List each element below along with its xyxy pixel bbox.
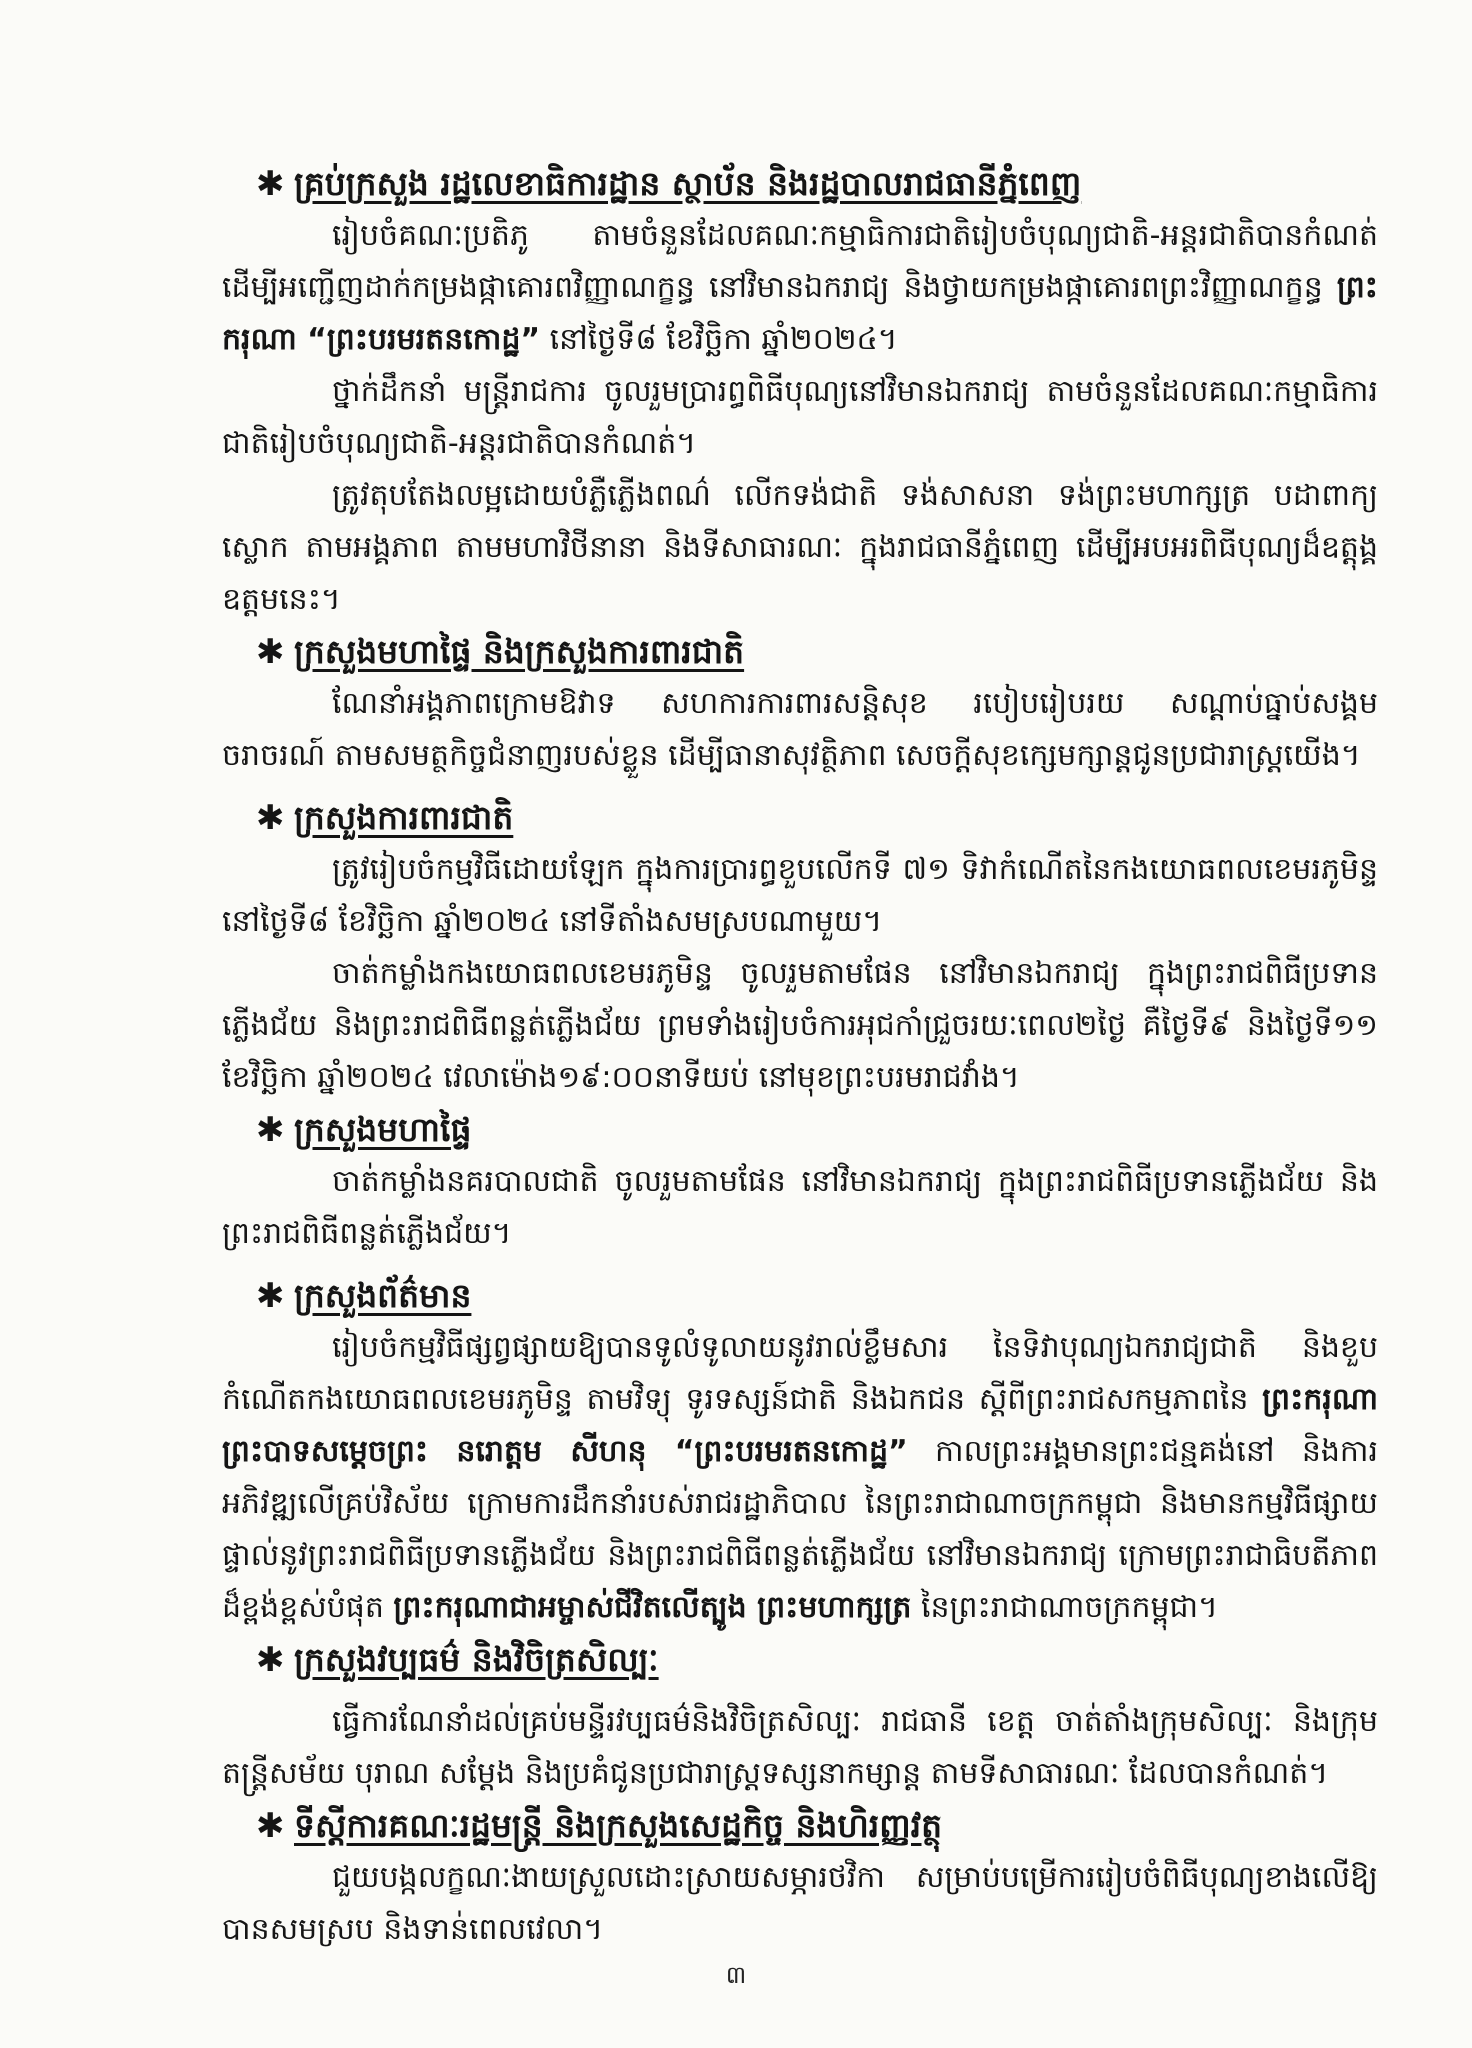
- section-heading: ✱ គ្រប់ក្រសួង រដ្ឋលេខាធិការដ្ឋាន ស្ថាប័ន និងរដ្ឋបាលរាជធានីភ្នំពេញ: [294, 158, 1378, 210]
- bullet-star-icon: ✱: [256, 1806, 285, 1846]
- section-heading: ✱ ទីស្តីការគណៈរដ្ឋមន្ត្រី និងក្រសួងសេដ្ឋកិច្ច និងហិរញ្ញវត្ថុ: [294, 1800, 1378, 1852]
- paragraph: ធ្វើការណែនាំដល់គ្រប់មន្ទីរវប្បធម៌និងវិចិត្រសិល្បៈ រាជធានី ខេត្ត ចាត់តាំងក្រុមសិល្បៈ និងក្រុមតន្ត្រីសម័យ បុរាណ សម្តែង និងប្រគំជូនប្រជារាស្ត្រទស្សនាកម្សាន្ត តាមទីសាធារណៈ ដែលបានកំណត់។: [222, 1704, 1378, 1791]
- section-interior: [222, 1104, 1378, 1260]
- section-all-ministries: [222, 158, 1378, 626]
- paragraph: ជួយបង្កលក្ខណៈងាយស្រួលដោះស្រាយសម្ភារថវិកា សម្រាប់បម្រើការរៀបចំពិធីបុណ្យខាងលើឱ្យបានសមស្រប និងទាន់ពេលវេលា។: [222, 1860, 1378, 1947]
- bullet-star-icon: ✱: [256, 798, 285, 838]
- bullet-star-icon: ✱: [256, 1110, 285, 1150]
- paragraph: ចាត់កម្លាំងកងយោធពលខេមរភូមិន្ទ ចូលរួមតាមផែន នៅវិមានឯករាជ្យ ក្នុងព្រះរាជពិធីប្រទានភ្លើងជ័យ និងព្រះរាជពិធីពន្លត់ភ្លើងជ័យ ព្រមទាំងរៀបចំការអុជកាំជ្រួចរយៈពេល២ថ្ងៃ គឺថ្ងៃទី៩ និងថ្ងៃទី១១ ខែវិច្ឆិកា ឆ្នាំ២០២៤ វេលាម៉ោង១៩:០០នាទីយប់ នៅមុខព្រះបរមរាជវាំង។: [222, 956, 1378, 1095]
- section-heading: ✱ ក្រសួងមហាផ្ទៃ: [294, 1104, 1378, 1156]
- section-information: [222, 1270, 1378, 1634]
- section-interior-and-defense: [222, 626, 1378, 782]
- section-heading: ✱ ក្រសួងការពារជាតិ: [294, 792, 1378, 844]
- paragraph: រៀបចំគណៈប្រតិភូ តាមចំនួនដែលគណៈកម្មាធិការជាតិរៀបចំបុណ្យជាតិ-អន្តរជាតិបានកំណត់ ដើម្បីអញ្ជើញដាក់កម្រងផ្កាគោរពវិញ្ញាណក្ខន្ធ នៅវិមានឯករាជ្យ និងថ្វាយកម្រងផ្កាគោរពព្រះវិញ្ញាណក្ខន្ធ ព្រះករុណា “ព្រះបរមរតនកោដ្ឋ” នៅថ្ងៃទី៨ ខែវិច្ឆិកា ឆ្នាំ២០២៤។: [222, 218, 1378, 357]
- section-culture: [222, 1634, 1378, 1800]
- bullet-star-icon: ✱: [256, 164, 285, 204]
- paragraph: រៀបចំកម្មវិធីផ្សព្វផ្សាយឱ្យបានទូលំទូលាយនូវរាល់ខ្លឹមសារ នៃទិវាបុណ្យឯករាជ្យជាតិ និងខួបកំណើតកងយោធពលខេមរភូមិន្ទ តាមវិទ្យុ ទូរទស្សន៍ជាតិ និងឯកជន ស្តីពីព្រះរាជសកម្មភាពនៃ ព្រះករុណាព្រះបាទសម្តេចព្រះ នរោត្តម សីហនុ “ព្រះបរមរតនកោដ្ឋ” កាលព្រះអង្គមានព្រះជន្មគង់នៅ និងការអភិវឌ្ឍលើគ្រប់វិស័យ ក្រោមការដឹកនាំរបស់រាជរដ្ឋាភិបាល នៃព្រះរាជាណាចក្រកម្ពុជា និងមានកម្មវិធីផ្សាយផ្ទាល់នូវព្រះរាជពិធីប្រទានភ្លើងជ័យ និងព្រះរាជពិធីពន្លត់ភ្លើងជ័យ នៅវិមានឯករាជ្យ ក្រោមព្រះរាជាធិបតីភាពដ៏ខ្ពង់ខ្ពស់បំផុត ព្រះករុណាជាអម្ចាស់ជីវិតលើត្បូង ព្រះមហាក្សត្រ នៃព្រះរាជាណាចក្រកម្ពុជា។: [222, 1330, 1378, 1625]
- paragraph: ថ្នាក់ដឹកនាំ មន្ត្រីរាជការ ចូលរួមប្រារព្ធពិធីបុណ្យនៅវិមានឯករាជ្យ តាមចំនួនដែលគណៈកម្មាធិការជាតិរៀបចំបុណ្យជាតិ-អន្តរជាតិបានកំណត់។: [222, 374, 1378, 461]
- section-heading: ✱ ក្រសួងវប្បធម៌ និងវិចិត្រសិល្បៈ: [294, 1634, 1378, 1686]
- page-number: ៣: [725, 1961, 747, 1989]
- paragraph: ត្រូវតុបតែងលម្អដោយបំភ្លឺភ្លើងពណ៌ លើកទង់ជាតិ ទង់សាសនា ទង់ព្រះមហាក្សត្រ បដាពាក្យស្លោក តាមអង្គភាព តាមមហាវិថីនានា និងទីសាធារណៈ ក្នុងរាជធានីភ្នំពេញ ដើម្បីអបអរពិធីបុណ្យដ៏ឧត្តុង្គឧត្តមនេះ។: [222, 478, 1378, 617]
- bullet-star-icon: ✱: [256, 632, 285, 672]
- paragraph: ណែនាំអង្គភាពក្រោមឱវាទ សហការការពារសន្តិសុខ របៀបរៀបរយ សណ្តាប់ធ្នាប់សង្គម ចរាចរណ៍ តាមសមត្ថកិច្ចជំនាញរបស់ខ្លួន ដើម្បីធានាសុវត្ថិភាព សេចក្តីសុខក្សេមក្សាន្តជូនប្រជារាស្ត្រយើង។: [222, 686, 1378, 773]
- section-council-and-finance: [222, 1800, 1378, 1956]
- paragraph: ត្រូវរៀបចំកម្មវិធីដោយឡែក ក្នុងការប្រារព្ធខួបលើកទី ៧១ ទិវាកំណើតនៃកងយោធពលខេមរភូមិន្ទ នៅថ្ងៃទី៨ ខែវិច្ឆិកា ឆ្នាំ២០២៤ នៅទីតាំងសមស្របណាមួយ។: [222, 852, 1378, 939]
- bullet-star-icon: ✱: [256, 1640, 285, 1680]
- paragraph: ចាត់កម្លាំងនគរបាលជាតិ ចូលរួមតាមផែន នៅវិមានឯករាជ្យ ក្នុងព្រះរាជពិធីប្រទានភ្លើងជ័យ និងព្រះរាជពិធីពន្លត់ភ្លើងជ័យ។: [222, 1164, 1378, 1251]
- section-heading: ✱ ក្រសួងមហាផ្ទៃ និងក្រសួងការពារជាតិ: [294, 626, 1378, 678]
- section-defense: [222, 792, 1378, 1104]
- bullet-star-icon: ✱: [256, 1276, 285, 1316]
- section-heading: ✱ ក្រសួងព័ត៌មាន: [294, 1270, 1378, 1322]
